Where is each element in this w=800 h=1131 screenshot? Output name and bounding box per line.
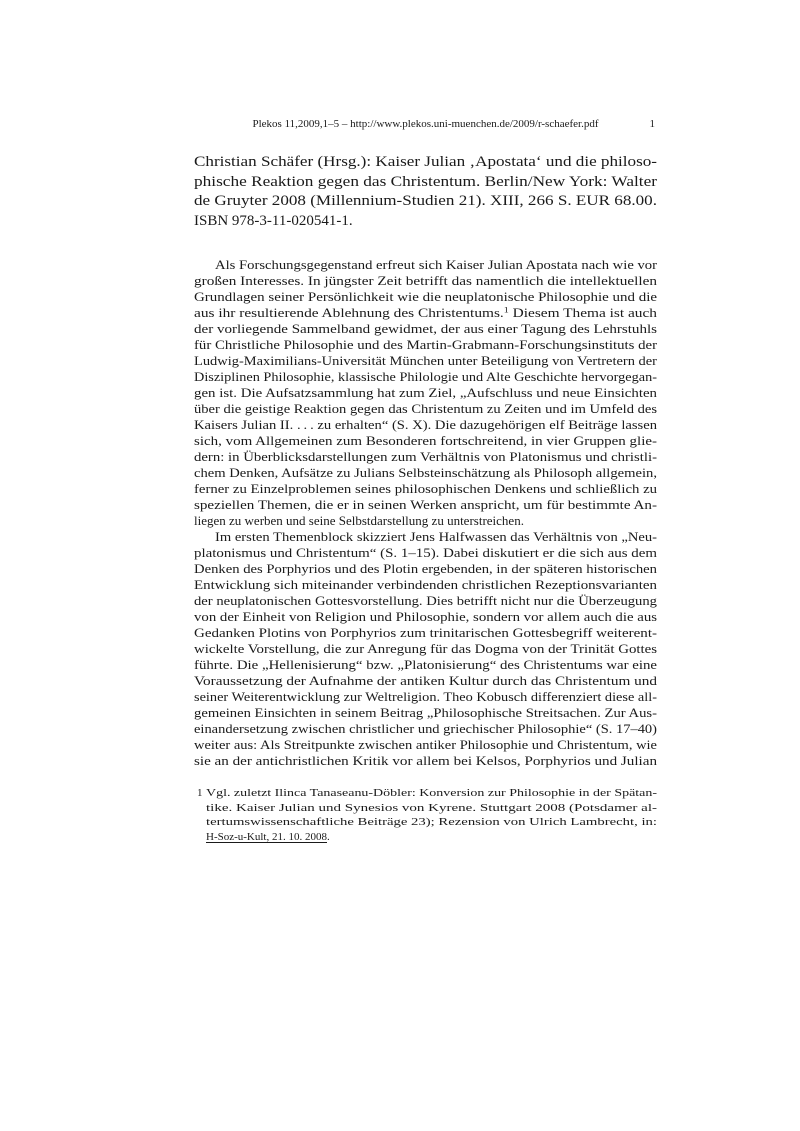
text-run: gemeinen Einsichten in seinem Beitrag „Philosophische Streitsachen. Zur Aus- xyxy=(194,705,657,720)
footnote xyxy=(194,786,657,844)
text-run: chem Denken, Aufsätze zu Julians Selbsteinschätzung als Philosoph allgemein, xyxy=(194,465,657,480)
text-line xyxy=(194,561,657,577)
text-line xyxy=(194,465,657,481)
journal-line: Plekos 11,2009,1–5 – http://www.plekos.uni-muenchen.de/2009/r-schaefer.pdf xyxy=(252,118,599,130)
text-run: Diesem Thema ist auch xyxy=(508,305,657,320)
text-run: der vorliegende Sammelband gewidmet, der aus einer Tagung des Lehrstuhls xyxy=(194,321,657,336)
text-line xyxy=(194,212,657,232)
journal-header xyxy=(194,117,657,131)
text-run: speziellen Themen, die er in seinen Werken anspricht, um für bestimmte An- xyxy=(194,497,657,512)
text-line xyxy=(194,753,657,769)
text-line xyxy=(194,737,657,753)
footnote-text xyxy=(194,786,657,844)
text-line xyxy=(194,369,657,385)
text-line xyxy=(194,786,657,801)
text-run: Grundlagen seiner Persönlichkeit wie die neuplatonische Philosophie und die xyxy=(194,289,657,304)
text-line xyxy=(194,673,657,689)
text-line xyxy=(194,689,657,705)
text-line xyxy=(194,593,657,609)
text-line xyxy=(194,529,657,545)
text-run: seiner Weiterentwicklung zur Weltreligion. Theo Kobusch differenziert diese all- xyxy=(194,689,657,704)
text-run: Christian Schäfer (Hrsg.): Kaiser Julian ‚Apostata‘ und die philoso- xyxy=(194,154,657,170)
review-body xyxy=(194,257,657,769)
text-run: de Gruyter 2008 (Millennium-Studien 21). XIII, 266 S. EUR 68.00. xyxy=(194,193,657,209)
text-line xyxy=(194,417,657,433)
text-run: sich, vom Allgemeinen zum Besonderen fortschreitend, in vier Gruppen glie- xyxy=(194,433,657,448)
text-line xyxy=(194,337,657,353)
text-line xyxy=(194,721,657,737)
text-line xyxy=(194,401,657,417)
text-run: liegen zu werben und seine Selbstdarstellung zu unterstreichen. xyxy=(194,513,524,528)
text-run: Im ersten Themenblock skizziert Jens Halfwassen das Verhältnis von „Neu- xyxy=(215,529,657,544)
text-line xyxy=(194,153,657,173)
text-line xyxy=(194,625,657,641)
text-line xyxy=(194,289,657,305)
footnote-marker: 1 xyxy=(503,304,509,315)
text-run: Voraussetzung der Aufnahme der antiken Kultur durch das Christentum und xyxy=(194,673,657,688)
text-line xyxy=(194,481,657,497)
text-line xyxy=(194,657,657,673)
text-line xyxy=(194,433,657,449)
text-run: von der Einheit von Religion und Philosophie, sondern vor allem auch die aus xyxy=(194,609,657,624)
text-run: Als Forschungsgegenstand erfreut sich Kaiser Julian Apostata nach wie vor xyxy=(215,257,657,272)
text-run: weiter aus: Als Streitpunkte zwischen antiker Philosophie und Christentum, wie xyxy=(194,737,657,752)
text-line xyxy=(194,705,657,721)
text-line xyxy=(194,273,657,289)
text-run: Kaisers Julian II. . . . zu erhalten“ (S. X). Die dazugehörigen elf Beiträge lassen xyxy=(194,417,657,432)
text-line xyxy=(194,815,657,830)
paragraph-2 xyxy=(194,529,657,769)
text-line xyxy=(194,385,657,401)
review-title xyxy=(194,153,657,231)
text-line xyxy=(194,513,657,529)
text-line xyxy=(194,173,657,193)
text-line xyxy=(194,801,657,816)
text-run: der neuplatonischen Gottesvorstellung. Dies betrifft nicht nur die Überzeugung xyxy=(194,593,657,608)
text-line xyxy=(194,353,657,369)
text-run: dern: in Überblicksdarstellungen zum Verhältnis von Platonismus und christli- xyxy=(194,449,657,464)
text-run: . xyxy=(327,830,330,843)
text-run: wickelte Vorstellung, die zur Anregung für das Dogma von der Trinität Gottes xyxy=(194,641,657,656)
text-run: gen ist. Die Aufsatzsammlung hat zum Ziel, „Aufschluss und neue Einsichten xyxy=(194,385,657,400)
text-run: für Christliche Philosophie und des Martin-Grabmann-Forschungsinstituts der xyxy=(194,337,657,352)
page-number: 1 xyxy=(649,118,655,130)
text-run: platonismus und Christentum“ (S. 1–15). Dabei diskutiert er die sich aus dem xyxy=(194,545,657,560)
text-run: Vgl. zuletzt Ilinca Tanaseanu-Döbler: Konversion zur Philosophie in der Spätan- xyxy=(206,787,657,799)
text-run: ISBN 978-3-11-020541-1. xyxy=(194,212,353,229)
text-run: Entwicklung sich miteinander verbindenden christlichen Rezeptionsvarianten xyxy=(194,577,657,592)
text-line xyxy=(194,257,657,273)
text-line xyxy=(194,449,657,465)
text-line xyxy=(194,192,657,212)
paragraph-1 xyxy=(194,257,657,529)
text-line xyxy=(194,641,657,657)
text-run: Denken des Porphyrios und des Plotin ergebenden, in der späteren historischen xyxy=(194,561,657,576)
text-run: tertumswissenschaftliche Beiträge 23); Rezension von Ulrich Lambrecht, in: xyxy=(206,816,657,828)
text-run: Gedanken Plotins von Porphyrios zum trinitarischen Gottesbegriff weiterent- xyxy=(194,625,657,640)
text-run: sie an der antichristlichen Kritik vor allem bei Kelsos, Porphyrios und Julian xyxy=(194,753,657,768)
footnote-link[interactable]: H-Soz-u-Kult, 21. 10. 2008 xyxy=(206,830,327,843)
text-line xyxy=(194,577,657,593)
text-run: einandersetzung zwischen christlicher und griechischer Philosophie“ (S. 17–40) xyxy=(194,721,657,736)
text-run: tike. Kaiser Julian und Synesios von Kyrene. Stuttgart 2008 (Potsdamer al- xyxy=(206,801,657,814)
text-run: großen Interesses. In jüngster Zeit betrifft das namentlich die intellektuellen xyxy=(194,273,657,288)
text-run: Ludwig-Maximilians-Universität München unter Beteiligung von Vertretern der xyxy=(194,353,657,368)
text-line xyxy=(194,305,657,321)
text-line xyxy=(194,830,657,845)
text-run: über die geistige Reaktion gegen das Christentum zu Zeiten und im Umfeld des xyxy=(194,401,657,416)
footnote-number: 1 xyxy=(197,787,203,799)
text-run: aus ihr resultierende Ablehnung des Christentums. xyxy=(194,305,504,320)
text-line xyxy=(194,321,657,337)
text-run: führte. Die „Hellenisierung“ bzw. „Platonisierung“ des Christentums war eine xyxy=(194,657,657,672)
text-run: Disziplinen Philosophie, klassische Philologie und Alte Geschichte hervorgegan- xyxy=(194,369,657,384)
text-run: ferner zu Einzelproblemen seines philosophischen Denkens und schließlich zu xyxy=(194,481,657,496)
text-line xyxy=(194,545,657,561)
text-line xyxy=(194,497,657,513)
text-run: phische Reaktion gegen das Christentum. Berlin/New York: Walter xyxy=(194,173,657,190)
text-line xyxy=(194,609,657,625)
